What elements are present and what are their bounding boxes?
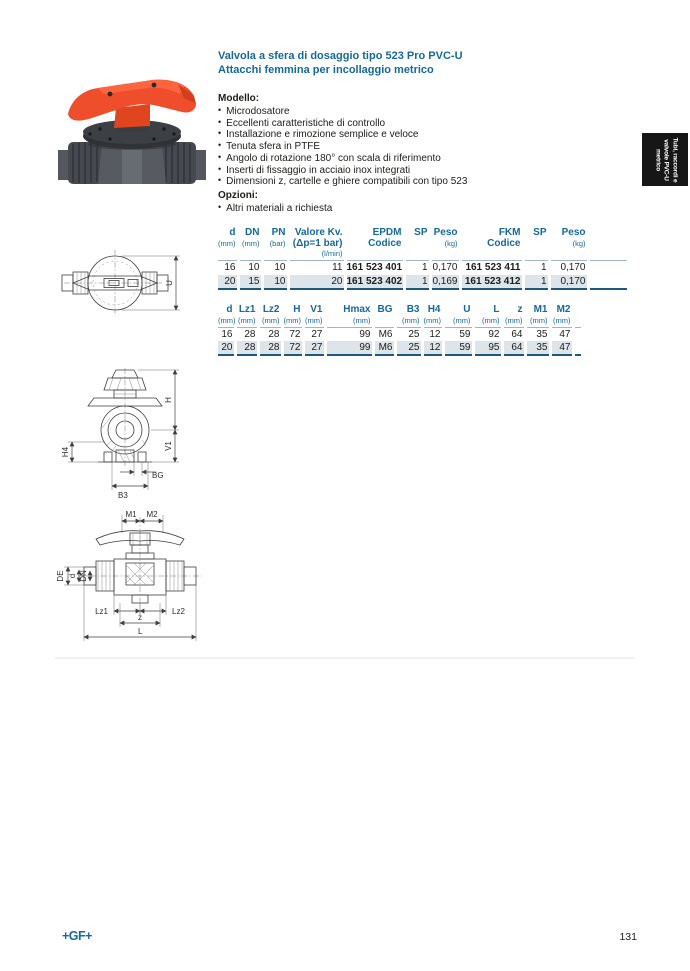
feature-item <box>218 141 628 153</box>
bullet-icon: • <box>218 140 222 151</box>
table-cell: 99 <box>325 341 373 355</box>
table-cell: 0,170 <box>549 275 588 289</box>
column-header: z (mm) <box>502 305 525 327</box>
table-cell: 0,170 <box>430 261 460 275</box>
model-feature-list <box>218 106 628 188</box>
table-cell: 1 <box>404 261 430 275</box>
dim-label-z: z <box>138 613 142 622</box>
pipe-end-left <box>58 150 69 180</box>
table-cell: 35 <box>525 327 550 341</box>
feature-text: Installazione e rimozione semplice e veloce <box>226 129 419 141</box>
options-list <box>218 203 628 215</box>
table-cell <box>573 327 582 341</box>
feature-item <box>218 118 628 130</box>
column-header: L (mm) <box>473 305 502 327</box>
feature-text: Tenuta sfera in PTFE <box>226 141 321 153</box>
table-cell <box>573 341 582 355</box>
table-cell: 95 <box>473 341 502 355</box>
column-header: d (mm) <box>218 305 235 327</box>
bullet-icon: • <box>218 175 222 186</box>
feature-text: Eccellenti caratteristiche di controllo <box>226 117 386 129</box>
pipe-end-right <box>195 150 206 180</box>
dim-label-de: DE <box>56 570 65 582</box>
gf-logo: +GF+ <box>62 929 92 943</box>
dim-label-h: H <box>164 397 173 403</box>
table-cell: 72 <box>282 327 303 341</box>
dim-label-m1: M1 <box>125 510 137 519</box>
dim-label-h4: H4 <box>61 446 70 458</box>
table-cell: 25 <box>395 341 422 355</box>
dim-label-lz1: Lz1 <box>95 607 108 616</box>
table-cell: M6 <box>373 327 395 341</box>
table-cell: 161 523 411 <box>460 261 523 275</box>
table-cell: 0,169 <box>430 275 460 289</box>
dim-label-bg: BG <box>152 471 164 480</box>
footer-separator <box>55 657 635 659</box>
feature-text: Altri materiali a richiesta <box>226 203 333 214</box>
feature-item <box>218 106 628 118</box>
table-cell: 10 <box>238 261 262 275</box>
bullet-icon: • <box>218 202 222 212</box>
options-section-label: Opzioni: <box>218 190 258 201</box>
bullet-icon: • <box>218 163 222 174</box>
drawing-dimension-view <box>52 505 217 647</box>
feature-text: Microdosatore <box>226 106 290 117</box>
table-cell: 1 <box>404 275 430 289</box>
feature-item <box>218 176 628 188</box>
table-cell: 47 <box>550 341 573 355</box>
feature-text: Inserti di fissaggio in acciaio inox integrati <box>226 164 411 176</box>
column-header: Hmax (mm) <box>325 305 373 327</box>
table-cell <box>588 261 628 275</box>
table-row <box>218 275 628 289</box>
product-title-line1: Valvola a sfera di dosaggio tipo 523 Pro PVC-U <box>218 50 463 62</box>
page-number: 131 <box>619 931 637 943</box>
column-header: BG <box>373 305 395 327</box>
dim-label-u: U <box>165 280 174 286</box>
table-cell: 20 <box>218 341 235 355</box>
table-cell: 92 <box>473 327 502 341</box>
column-header: B3 (mm) <box>395 305 422 327</box>
dim-label-d: d <box>68 573 77 579</box>
column-header: H (mm) <box>282 305 303 327</box>
column-header: Peso (kg) <box>430 228 460 261</box>
column-header: Valore Kv. (Δp=1 bar) (l/min) <box>288 228 345 261</box>
table-cell: 59 <box>443 327 473 341</box>
dim-label-lz2: Lz2 <box>172 607 185 616</box>
model-section-label: Modello: <box>218 93 260 104</box>
feature-item <box>218 129 628 141</box>
column-header: Lz2 (mm) <box>258 305 282 327</box>
table-row <box>218 341 582 355</box>
table-cell: 1 <box>523 275 549 289</box>
bullet-icon: • <box>218 105 222 115</box>
column-header: Lz1 (mm) <box>235 305 258 327</box>
column-header: SP <box>523 228 549 261</box>
table-cell: 10 <box>262 261 288 275</box>
table-cell: 99 <box>325 327 373 341</box>
table-cell: 25 <box>395 327 422 341</box>
table-cell: 12 <box>422 341 443 355</box>
table-cell: 161 523 402 <box>346 275 403 287</box>
table-cell: 16 <box>218 327 235 341</box>
dim-label-b3: B3 <box>118 491 128 500</box>
table-cell: 20 <box>218 275 238 289</box>
product-photo <box>58 52 206 184</box>
tab-line-2: valvole PVC-U <box>662 138 670 181</box>
table-cell: 1 <box>523 261 549 275</box>
column-header <box>573 305 582 327</box>
table-cell: 28 <box>258 341 282 355</box>
table-cell: 12 <box>422 327 443 341</box>
bullet-icon: • <box>218 116 222 127</box>
section-side-tab-text <box>642 133 688 186</box>
feature-text: Dimensioni z, cartelle e ghiere compatibili con tipo 523 <box>226 176 468 188</box>
section-side-tab <box>642 133 688 186</box>
dim-label-m2: M2 <box>146 510 158 519</box>
column-header: EPDM Codice <box>345 228 404 261</box>
column-header: FKM Codice <box>460 228 523 261</box>
table-cell: 64 <box>502 327 525 341</box>
table-cell: 11 <box>288 261 345 275</box>
drawing-front-view <box>58 366 188 502</box>
column-header: V1 (mm) <box>303 305 325 327</box>
column-header: DN (mm) <box>238 228 262 261</box>
product-title-line2: Attacchi femmina per incollaggio metrico <box>218 63 434 76</box>
table-cell: 161 523 401 <box>346 262 403 274</box>
column-header <box>588 228 628 261</box>
column-header: U (mm) <box>443 305 473 327</box>
column-header: Peso (kg) <box>549 228 588 261</box>
table-cell: 27 <box>303 327 325 341</box>
table-cell: 72 <box>282 341 303 355</box>
table-cell: 28 <box>235 327 258 341</box>
table-cell: 16 <box>218 261 238 275</box>
table-cell: 0,170 <box>549 261 588 275</box>
dim-label-l: L <box>138 627 143 636</box>
table-cell: M6 <box>373 341 395 355</box>
feature-item <box>218 203 628 215</box>
drawing-top-view <box>60 246 192 318</box>
feature-text: Angolo di rotazione 180° con scala di riferimento <box>226 152 441 164</box>
product-title <box>218 50 618 77</box>
column-header: M1 (mm) <box>525 305 550 327</box>
table-cell: 27 <box>303 341 325 355</box>
table-cell: 10 <box>262 275 288 289</box>
table-cell: 28 <box>235 341 258 355</box>
dim-label-v1: V1 <box>164 441 173 451</box>
dim-label-dn: DN <box>79 570 88 582</box>
tab-line-1: Tubi, raccordi e <box>670 137 678 182</box>
column-header: H4 (mm) <box>422 305 443 327</box>
table-cell: 59 <box>443 341 473 355</box>
order-code-table <box>218 228 630 290</box>
table-row <box>218 261 628 275</box>
table-cell: 64 <box>502 341 525 355</box>
column-header: d (mm) <box>218 228 238 261</box>
table-cell <box>588 275 628 289</box>
table-row <box>218 327 582 341</box>
column-header: M2 (mm) <box>550 305 573 327</box>
feature-item <box>218 153 628 165</box>
feature-item <box>218 165 628 177</box>
column-header: PN (bar) <box>262 228 288 261</box>
table-cell: 35 <box>525 341 550 355</box>
column-header: SP <box>404 228 430 261</box>
table-cell: 15 <box>238 275 262 289</box>
table-cell: 28 <box>258 327 282 341</box>
table-cell: 20 <box>288 275 345 289</box>
tab-line-3: metrico <box>653 148 661 171</box>
bullet-icon: • <box>218 151 222 162</box>
dimension-table <box>218 305 584 356</box>
bullet-icon: • <box>218 128 222 139</box>
table-cell: 47 <box>550 327 573 341</box>
table-cell: 161 523 412 <box>460 275 523 289</box>
